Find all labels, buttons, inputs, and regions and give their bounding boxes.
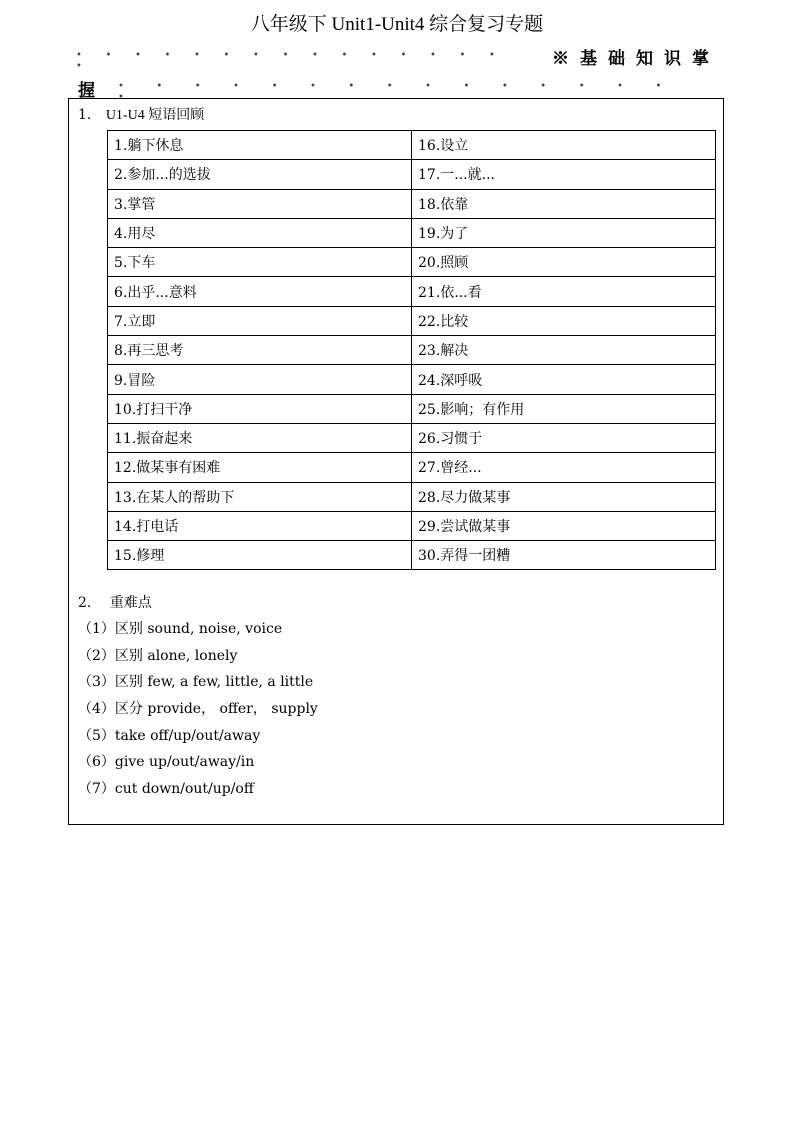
phrase-cell: 12.做某事有困难 [108,453,412,482]
table-row [108,423,716,452]
table-row [108,306,716,335]
phrase-cell: 13.在某人的帮助下 [108,482,412,511]
list-item: （7）cut down/out/up/off [78,781,254,798]
phrase-table [107,130,716,570]
dotted-leader-line: • • • • • • • • • • • • • • •• [76,50,495,72]
phrase-cell: 17.一...就... [412,160,716,189]
phrase-cell: 5.下车 [108,248,412,277]
phrase-cell: 15.修理 [108,541,412,570]
section-label-tail: 握 [78,81,95,101]
phrase-cell: 7.立即 [108,306,412,335]
phrase-cell: 23.解决 [412,336,716,365]
part1-number: 1. [78,107,92,123]
phrase-cell: 29.尝试做某事 [412,511,716,540]
section-label: ※基础知识掌 [552,49,720,69]
phrase-cell: 28.尽力做某事 [412,482,716,511]
phrase-cell: 18.依靠 [412,189,716,218]
table-row [108,277,716,306]
phrase-cell: 9.冒险 [108,365,412,394]
phrase-cell: 4.用尽 [108,218,412,247]
table-row [108,482,716,511]
phrase-cell: 26.习惯于 [412,423,716,452]
list-item: （5）take off/up/out/away [78,727,261,744]
phrase-cell: 27.曾经... [412,453,716,482]
list-item: （3）区别 few, a few, little, a little [78,674,314,691]
phrase-cell: 20.照顾 [412,248,716,277]
phrase-cell: 19.为了 [412,218,716,247]
part1-heading [78,106,204,125]
table-row [108,394,716,423]
list-item: （2）区别 alone, lonely [78,647,238,664]
table-row [108,218,716,247]
table-row [108,541,716,570]
list-item: （4）区分 provide， offer， supply [78,701,318,718]
phrase-cell: 11.振奋起来 [108,423,412,452]
phrase-cell: 22.比较 [412,306,716,335]
table-row [108,511,716,540]
table-row [108,160,716,189]
part1-title: U1-U4 短语回顾 [105,108,205,123]
phrase-cell: 10.打扫干净 [108,394,412,423]
dotted-leader-line-2: • • • • • • • • • • • • • • •• [118,81,662,103]
phrase-cell: 3.掌管 [108,189,412,218]
part2-title: 重难点 [109,595,152,611]
phrase-cell: 8.再三思考 [108,336,412,365]
key-points-list [78,620,318,807]
phrase-cell: 25.影响；有作用 [412,394,716,423]
phrase-cell: 24.深呼吸 [412,365,716,394]
list-item: （6）give up/out/away/in [78,754,255,771]
table-row [108,365,716,394]
table-row [108,131,716,160]
phrase-cell: 14.打电话 [108,511,412,540]
table-row [108,453,716,482]
list-item: （1）区别 sound, noise, voice [78,621,283,637]
page-title: 八年级下 Unit1-Unit4 综合复习专题 [250,14,544,35]
part2-heading [78,594,152,612]
phrase-cell: 2.参加...的选拔 [108,160,412,189]
part2-number: 2. [78,595,92,611]
phrase-cell: 21.依...看 [412,277,716,306]
phrase-cell: 6.出乎...意料 [108,277,412,306]
phrase-cell: 16.设立 [412,131,716,160]
table-row [108,189,716,218]
table-row [108,248,716,277]
phrase-cell: 1.躺下休息 [108,131,412,160]
phrase-cell: 30.弄得一团糟 [412,541,716,570]
table-row [108,336,716,365]
